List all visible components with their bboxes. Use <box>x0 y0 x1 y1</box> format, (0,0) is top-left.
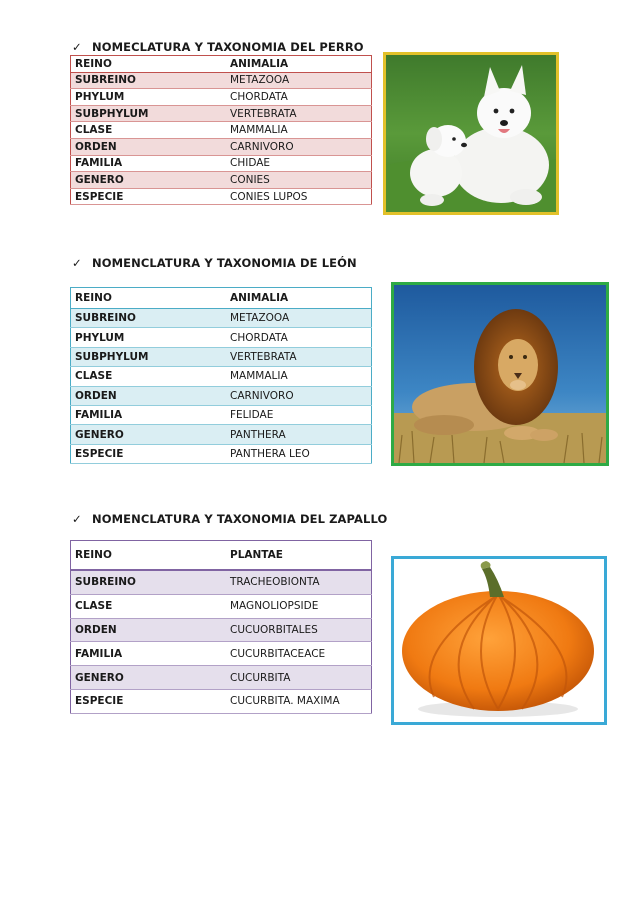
value-cell: PANTHERA <box>226 425 372 444</box>
value-cell: CONIES <box>226 172 372 189</box>
rank-cell: SUBPHYLUM <box>71 347 227 366</box>
value-cell: METAZOOA <box>226 309 372 328</box>
rank-cell: REINO <box>71 56 227 73</box>
rank-cell: CLASE <box>71 122 227 139</box>
heading-text: NOMECLATURA Y TAXONOMIA DEL PERRO <box>92 40 364 54</box>
rank-cell: SUBPHYLUM <box>71 105 227 122</box>
section-heading-lion <box>72 256 357 270</box>
rank-cell: FAMILIA <box>71 155 227 172</box>
table-row <box>71 689 372 713</box>
taxonomy-table-lion <box>70 287 372 464</box>
table-row <box>71 89 372 106</box>
rank-cell: FAMILIA <box>71 642 227 666</box>
table-row <box>71 72 372 89</box>
rank-cell: FAMILIA <box>71 405 227 424</box>
table-row <box>71 328 372 347</box>
rank-cell: SUBREINO <box>71 570 227 594</box>
taxonomy-table-pumpkin <box>70 540 372 714</box>
checkmark-icon: ✓ <box>72 40 82 54</box>
table-row <box>71 618 372 642</box>
table-row <box>71 188 372 205</box>
table-row <box>71 155 372 172</box>
value-cell: CARNIVORO <box>226 386 372 405</box>
value-cell: CUCURBITA <box>226 666 372 690</box>
checkmark-icon: ✓ <box>72 512 82 526</box>
table-row <box>71 309 372 328</box>
table-row <box>71 386 372 405</box>
value-cell: ANIMALIA <box>226 56 372 73</box>
table-row <box>71 105 372 122</box>
value-cell: METAZOOA <box>226 72 372 89</box>
table-row <box>71 444 372 463</box>
rank-cell: PHYLUM <box>71 89 227 106</box>
value-cell: CHIDAE <box>226 155 372 172</box>
rank-cell: GENERO <box>71 666 227 690</box>
table-row <box>71 367 372 386</box>
rank-cell: ESPECIE <box>71 444 227 463</box>
value-cell: PANTHERA LEO <box>226 444 372 463</box>
table-row <box>71 570 372 594</box>
table-row <box>71 594 372 618</box>
rank-cell: CLASE <box>71 594 227 618</box>
section-heading-pumpkin <box>72 512 387 526</box>
value-cell: CUCURBITA. MAXIMA <box>226 689 372 713</box>
value-cell: MAGNOLIOPSIDE <box>226 594 372 618</box>
rank-cell: SUBREINO <box>71 309 227 328</box>
table-row <box>71 425 372 444</box>
heading-text: NOMENCLATURA Y TAXONOMIA DE LEÓN <box>92 256 357 270</box>
table-row <box>71 642 372 666</box>
value-cell: CHORDATA <box>226 89 372 106</box>
rank-cell: SUBREINO <box>71 72 227 89</box>
rank-cell: ESPECIE <box>71 689 227 713</box>
rank-cell: REINO <box>71 288 227 309</box>
value-cell: VERTEBRATA <box>226 347 372 366</box>
rank-cell: GENERO <box>71 172 227 189</box>
value-cell: VERTEBRATA <box>226 105 372 122</box>
value-cell: CUCURBITACEACE <box>226 642 372 666</box>
value-cell: PLANTAE <box>226 541 372 571</box>
dog-photo <box>383 52 559 215</box>
table-row <box>71 541 372 571</box>
table-row <box>71 122 372 139</box>
value-cell: TRACHEOBIONTA <box>226 570 372 594</box>
value-cell: CARNIVORO <box>226 138 372 155</box>
rank-cell: ORDEN <box>71 138 227 155</box>
table-row <box>71 666 372 690</box>
value-cell: CONIES LUPOS <box>226 188 372 205</box>
section-heading-dog <box>72 40 364 54</box>
rank-cell: CLASE <box>71 367 227 386</box>
rank-cell: ORDEN <box>71 618 227 642</box>
value-cell: MAMMALIA <box>226 122 372 139</box>
table-row <box>71 138 372 155</box>
rank-cell: REINO <box>71 541 227 571</box>
value-cell: CUCUORBITALES <box>226 618 372 642</box>
table-row <box>71 288 372 309</box>
rank-cell: ORDEN <box>71 386 227 405</box>
table-row <box>71 56 372 73</box>
rank-cell: ESPECIE <box>71 188 227 205</box>
rank-cell: PHYLUM <box>71 328 227 347</box>
value-cell: CHORDATA <box>226 328 372 347</box>
table-row <box>71 172 372 189</box>
value-cell: ANIMALIA <box>226 288 372 309</box>
taxonomy-table-dog <box>70 55 372 205</box>
lion-photo <box>391 282 609 466</box>
value-cell: MAMMALIA <box>226 367 372 386</box>
pumpkin-photo <box>391 556 607 725</box>
value-cell: FELIDAE <box>226 405 372 424</box>
rank-cell: GENERO <box>71 425 227 444</box>
checkmark-icon: ✓ <box>72 256 82 270</box>
heading-text: NOMENCLATURA Y TAXONOMIA DEL ZAPALLO <box>92 512 388 526</box>
table-row <box>71 347 372 366</box>
table-row <box>71 405 372 424</box>
